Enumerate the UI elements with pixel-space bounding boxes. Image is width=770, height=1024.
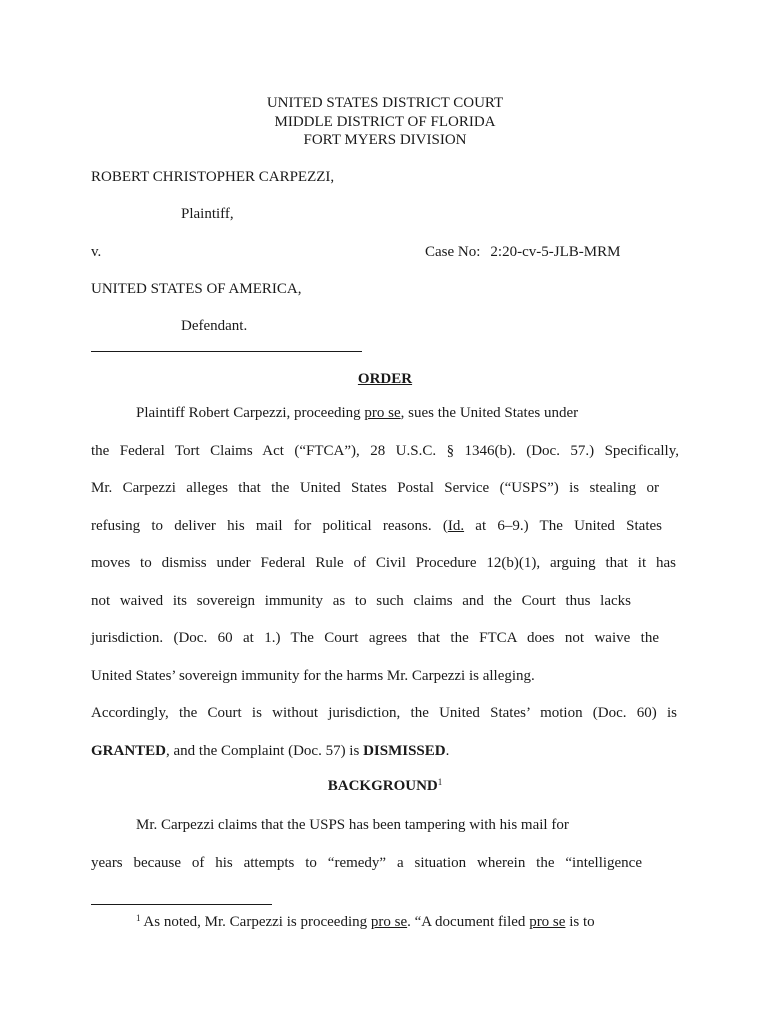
order-line-9: Accordingly, the Court is without jurisdiction, the United States’ motion (Doc. 60) is [91,705,677,721]
background-line-2: years because of his attempts to “remedy” a situation wherein the “intelligence [91,854,642,871]
case-number-line [425,244,620,261]
footnote-1 [136,914,672,931]
order-text: , sues the United States under [400,405,579,421]
pro-se-term: pro se [529,914,566,930]
court-district: MIDDLE DISTRICT OF FLORIDA [274,113,496,130]
order-line-7: jurisdiction. (Doc. 60 at 1.) The Court agrees that the FTCA does not waive the [91,630,659,646]
defendant-role: Defendant. [181,318,248,334]
defendant-name: UNITED STATES OF AMERICA, [91,281,302,297]
order-line-5: moves to dismiss under Federal Rule of Civil Procedure 12(b)(1), arguing that it has [91,555,676,571]
id-citation: Id. [447,517,465,534]
granted-term: GRANTED [91,742,167,759]
order-line-1 [136,405,679,422]
footnote-mark: 1 [136,913,141,923]
background-heading-wrap [0,778,770,795]
plaintiff-role: Plaintiff, [181,206,234,222]
plaintiff-name: ROBERT CHRISTOPHER CARPEZZI, [91,169,335,185]
order-text: at 6–9.) The United States [464,517,662,534]
order-text: Plaintiff Robert Carpezzi, proceeding [136,405,365,421]
order-line-6: not waived its sovereign immunity as to such claims and the Court thus lacks [91,592,631,609]
background-heading: BACKGROUND [327,778,438,794]
order-line-3: Mr. Carpezzi alleges that the United States Postal Service (“USPS”) is stealing or [91,480,659,496]
order-heading: ORDER [357,371,413,387]
order-text: , and the Complaint (Doc. 57) is [166,742,364,759]
order-line-8: United States’ sovereign immunity for the harms Mr. Carpezzi is alleging. [91,667,535,684]
order-line-4 [91,518,662,535]
footnote-divider [91,904,272,905]
caption-divider [91,351,362,352]
case-number: 2:20-cv-5-JLB-MRM [490,244,621,260]
footnote-text: . “A document filed [407,914,530,930]
order-text: refusing to deliver his mail for political reasons. ( [91,517,448,534]
court-division: FORT MYERS DIVISION [303,132,467,148]
footnote-text: is to [565,914,595,930]
order-line-2: the Federal Tort Claims Act (“FTCA”), 28 U.S.C. § 1346(b). (Doc. 57.) Specifically, [91,442,679,459]
case-label: Case No: [425,244,481,260]
dismissed-term: DISMISSED [363,742,446,759]
versus: v. [91,244,102,260]
background-line-1: Mr. Carpezzi claims that the USPS has been tampering with his mail for [136,817,569,833]
order-line-10 [91,743,679,760]
footnote-ref: 1 [437,777,443,787]
pro-se-term: pro se [370,914,408,930]
footnote-text: As noted, Mr. Carpezzi is proceeding [140,914,371,930]
order-text: . [445,742,450,759]
court-name: UNITED STATES DISTRICT COURT [266,95,504,111]
pro-se-term: pro se [364,405,401,421]
